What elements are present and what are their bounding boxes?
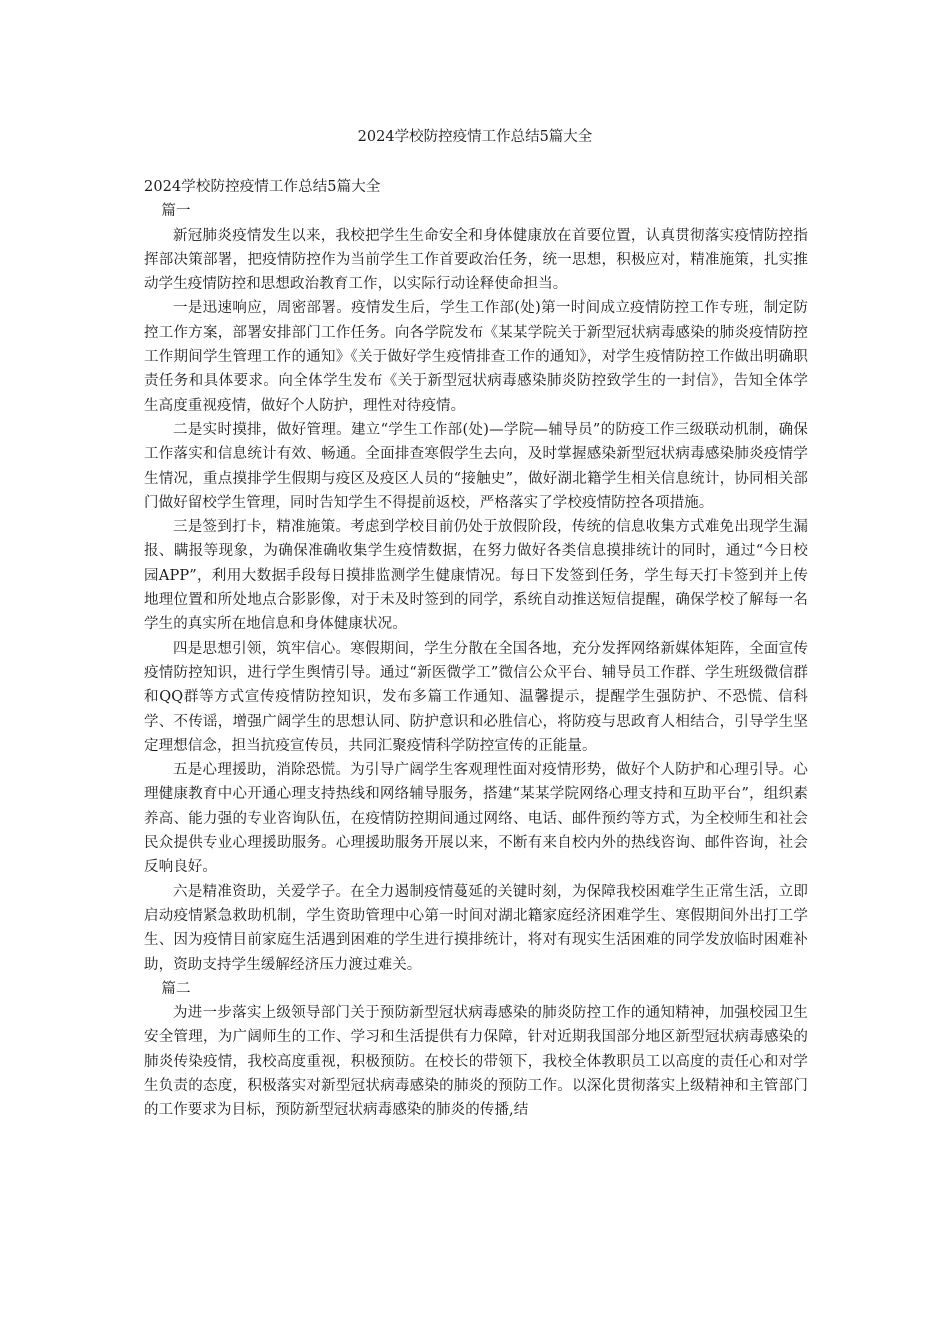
paragraph: 一是迅速响应，周密部署。疫情发生后，学生工作部(处)第一时间成立疫情防控工作专班，制定防控工作方案，部署安排部门工作任务。向各学院发布《某某学院关于新型冠状病毒感染的肺炎疫情防控工作期间学生管理工作的通知》《关于做好学生疫情排查工作的通知》，对学生疫情防控工作做出明确职责任务和具体要求。向全体学生发布《关于新型冠状病毒感染肺炎防控致学生的一封信》，告知全体学生高度重视疫情，做好个人防护，理性对待疫情。: [144, 300, 808, 414]
paragraph: 三是签到打卡，精准施策。考虑到学校目前仍处于放假阶段，传统的信息收集方式难免出现学生漏报、瞒报等现象，为确保准确收集学生疫情数据，在努力做好各类信息摸排统计的同时，通过“今日校园APP”，利用大数据手段每日摸排监测学生健康情况。每日下发签到任务，学生每天打卡签到并上传地理位置和所处地点合影影像，对于未及时签到的同学，系统自动推送短信提醒，确保学校了解每一名学生的真实所在地信息和身体健康状况。: [144, 519, 808, 633]
section-heading-one: 篇一: [161, 203, 191, 220]
paragraph: 新冠肺炎疫情发生以来，我校把学生生命安全和身体健康放在首要位置，认真贯彻落实疫情防控指挥部决策部署，把疫情防控作为当前学生工作首要政治任务，统一思想，积极应对，精准施策，扎实推动学生疫情防控和思想政治教育工作，以实际行动诠释使命担当。: [144, 227, 808, 293]
paragraph: 六是精准资助，关爱学子。在全力遏制疫情蔓延的关键时刻，为保障我校困难学生正常生活，立即启动疫情紧急救助机制，学生资助管理中心第一时间对湖北籍家庭经济困难学生、寒假期间外出打工学生、因为疫情目前家庭生活遇到困难的学生进行摸排统计，将对有现实生活困难的同学发放临时困难补助，资助支持学生缓解经济压力渡过难关。: [144, 883, 808, 973]
paragraph: 为进一步落实上级领导部门关于预防新型冠状病毒感染的肺炎防控工作的通知精神，加强校园卫生安全管理，为广阔师生的工作、学习和生活提供有力保障，针对近期我国部分地区新型冠状病毒感染的肺炎传染疫情，我校高度重视，积极预防。在校长的带领下，我校全体教职员工以高度的责任心和对学生负责的态度，积极落实对新型冠状病毒感染的肺炎的预防工作。以深化贯彻落实上级精神和主管部门的工作要求为目标，预防新型冠状病毒感染的肺炎的传播,结: [144, 1005, 808, 1119]
section-heading-two: 篇二: [161, 980, 191, 997]
paragraph: 五是心理援助，消除恐慌。为引导广阔学生客观理性面对疫情形势，做好个人防护和心理引导。心理健康教育中心开通心理支持热线和网络辅导服务，搭建“某某学院网络心理支持和互助平台”，组织素养高、能力强的专业咨询队伍，在疫情防控期间通过网络、电话、邮件预约等方式，为全校师生和社会民众提供专业心理援助服务。心理援助服务开展以来，不断有来自校内外的热线咨询、邮件咨询，社会反响良好。: [144, 762, 808, 876]
document-title: 2024学校防控疫情工作总结5篇大全: [357, 129, 593, 145]
document-subtitle: 2024学校防控疫情工作总结5篇大全: [144, 179, 381, 195]
paragraph: 二是实时摸排，做好管理。建立“学生工作部(处)—学院—辅导员”的防疫工作三级联动机制，确保工作落实和信息统计有效、畅通。全面排查寒假学生去向，及时掌握感染新型冠状病毒感染肺炎疫情学生情况，重点摸排学生假期与疫区及疫区人员的“接触史”，做好湖北籍学生相关信息统计，协同相关部门做好留校学生管理，同时告知学生不得提前返校，严格落实了学校疫情防控各项措施。: [144, 421, 808, 511]
document-body: [144, 175, 808, 1123]
paragraph: 四是思想引领，筑牢信心。寒假期间，学生分散在全国各地，充分发挥网络新媒体矩阵，全面宣传疫情防控知识，进行学生舆情引导。通过“新医微学工”微信公众平台、辅导员工作群、学生班级微信群和QQ群等方式宣传疫情防控知识，发布多篇工作通知、温馨提示，提醒学生强防护、不恐慌、信科学、不传谣，增强广阔学生的思想认同、防护意识和必胜信心，将防疫与思政育人相结合，引导学生坚定理想信念，担当抗疫宣传员，共同汇聚疫情科学防控宣传的正能量。: [144, 640, 808, 754]
